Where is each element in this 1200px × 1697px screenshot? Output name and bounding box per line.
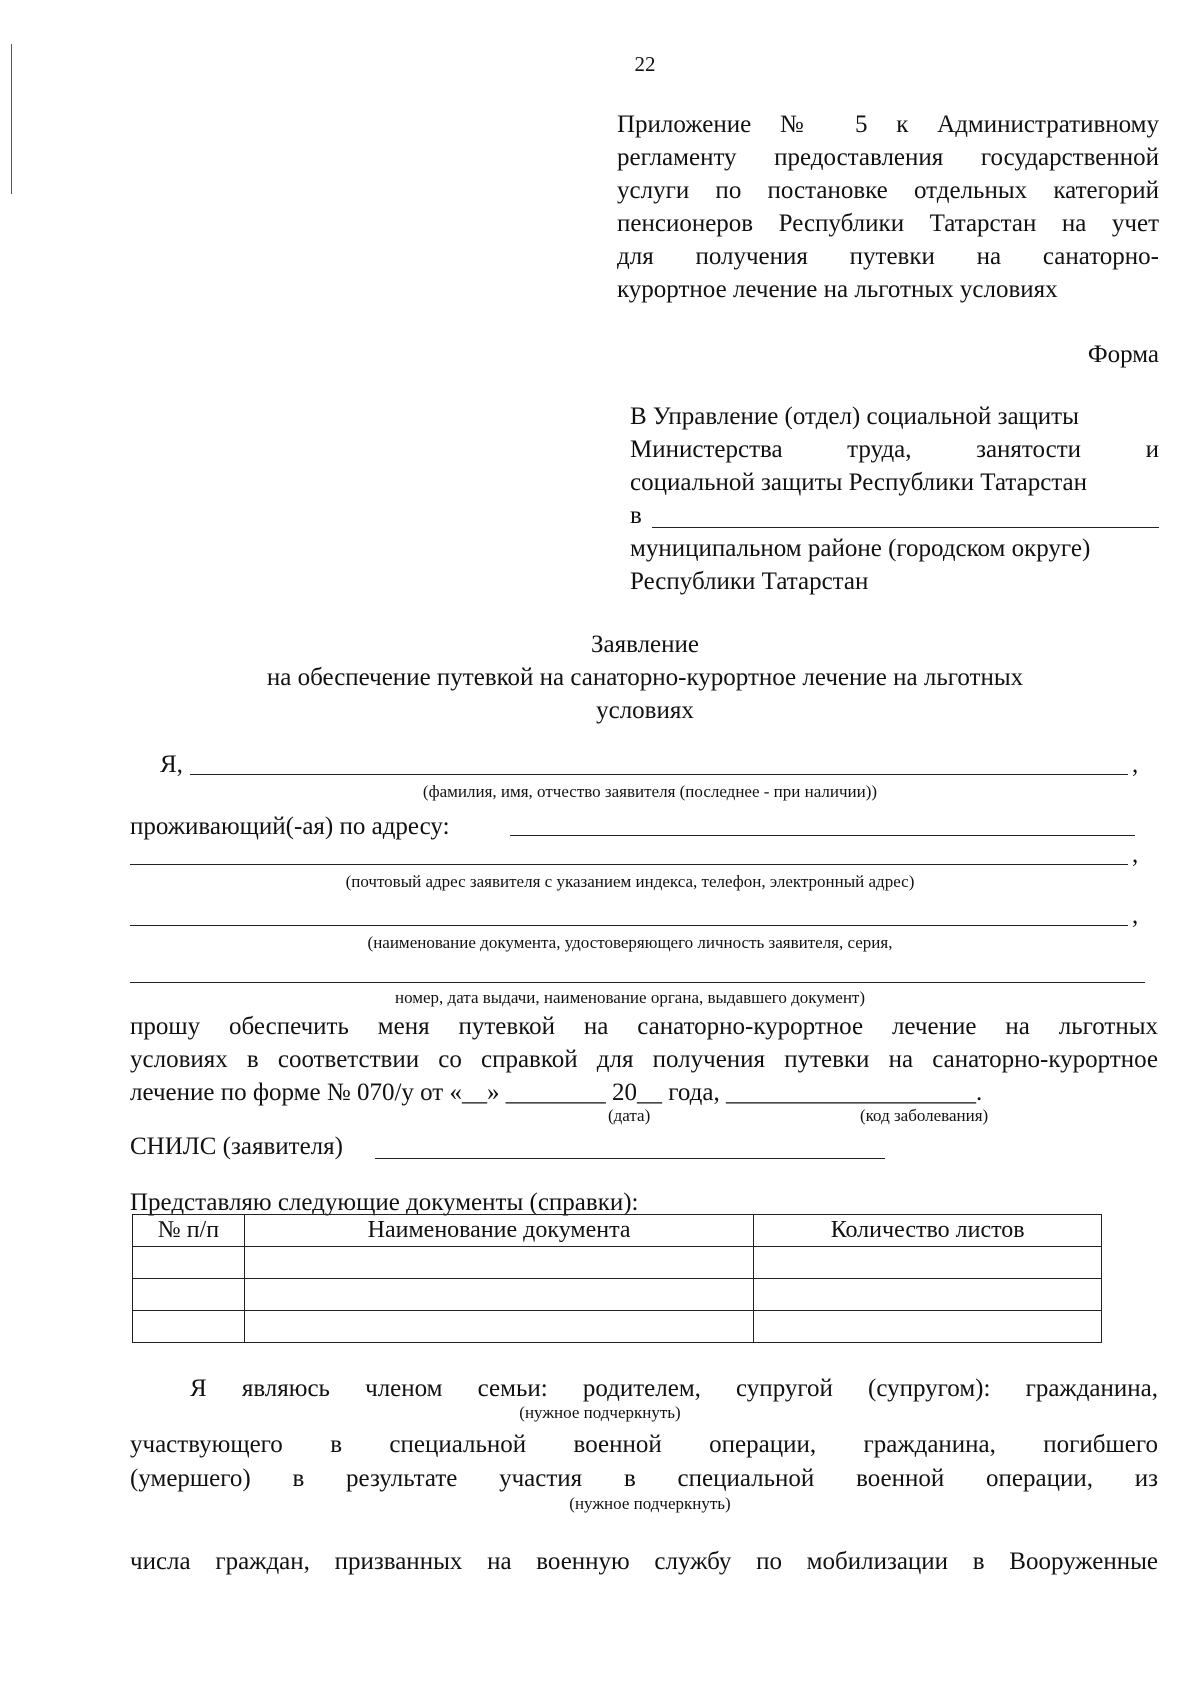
id-document-input-line-1[interactable] [130,925,1128,926]
id-document-input-line-2[interactable] [130,982,1145,983]
request-line: условиях в соответствии со справкой для получения путевки на санаторно-курортное [130,1046,1158,1073]
appendix-line: Приложение № 5 к Административному [617,111,1159,138]
family-hint-2: (нужное подчеркнуть) [569,1494,731,1513]
table-cell[interactable] [133,1247,245,1279]
comma: , [1132,841,1139,868]
address-label: проживающий(-ая) по адресу: [130,813,450,840]
comma: , [1132,751,1139,778]
table-header-cell: Наименование документа [244,1215,753,1247]
id-document-hint-1: (наименование документа, удостоверяющего личность заявителя, серия, [367,933,893,952]
comma: , [1132,902,1139,929]
address-input-line-2[interactable] [130,864,1128,865]
table-row [133,1279,1102,1311]
form-label: Форма [1087,341,1159,368]
table-row [133,1311,1102,1343]
id-document-hint-2: номер, дата выдачи, наименование органа, выдавшего документ) [394,988,866,1007]
family-line-4: числа граждан, призванных на военную службу по мобилизации в Вооруженные [130,1548,1158,1575]
title-line: на обеспечение путевкой на санаторно-курортное лечение на льготных [266,664,1024,691]
document-title [130,628,1160,727]
table-cell[interactable] [754,1311,1102,1343]
table-header-cell: № п/п [133,1215,245,1247]
title-line: условиях [596,697,694,724]
addressee-line: муниципальном районе (городском округе) [630,535,1091,562]
appendix-line: пенсионеров Республики Татарстан на учет [617,210,1159,237]
addressee-line: Министерства труда, занятости и [630,436,1159,463]
i-label: Я, [160,751,183,778]
municipality-input-line[interactable] [652,527,1159,528]
addressee-line: Республики Татарстан [630,568,869,595]
address-input-line-1[interactable] [510,835,1135,836]
table-header-cell: Количество листов [754,1215,1102,1247]
addressee-prefix: в [630,502,642,529]
appendix-block [617,108,1159,306]
fio-hint: (фамилия, имя, отчество заявителя (последнее - при наличии)) [422,782,878,801]
table-cell[interactable] [133,1311,245,1343]
snils-input-line[interactable] [375,1158,885,1159]
table-cell[interactable] [133,1279,245,1311]
request-paragraph [130,1010,1158,1109]
snils-label: СНИЛС (заявителя) [130,1133,343,1160]
page-number: 22 [634,52,656,76]
table-cell[interactable] [244,1247,753,1279]
disease-code-hint: (код заболевания) [860,1106,989,1125]
appendix-line: курортное лечение на льготных условиях [617,276,1058,303]
title-line: Заявление [590,631,700,658]
table-row [133,1247,1102,1279]
family-line-1: Я являюсь членом семьи: родителем, супругой (супругом): гражданина, [190,1375,1158,1402]
request-line: лечение по форме № 070/у от «__» ________ 20__ года, ____________________. [130,1079,983,1106]
table-cell[interactable] [244,1279,753,1311]
table-cell[interactable] [754,1279,1102,1311]
addressee-line: В Управление (отдел) социальной защиты [630,403,1079,430]
table-header-row [133,1215,1102,1247]
table-cell[interactable] [244,1311,753,1343]
addressee-line: социальной защиты Республики Татарстан [630,469,1088,496]
table-cell[interactable] [754,1247,1102,1279]
address-hint: (почтовый адрес заявителя с указанием индекса, телефон, электронный адрес) [345,872,915,891]
appendix-line: услуги по постановке отдельных категорий [617,177,1159,204]
fio-input-line[interactable] [190,774,1128,775]
appendix-line: для получения путевки на санаторно- [617,243,1159,270]
family-line-2: участвующего в специальной военной операции, гражданина, погибшего [130,1431,1158,1458]
request-line: прошу обеспечить меня путевкой на санаторно-курортное лечение на льготных [130,1013,1158,1040]
appendix-line: регламенту предоставления государственной [617,144,1159,171]
addressee-municipality-field [630,499,1159,532]
documents-intro: Представляю следующие документы (справки): [130,1189,639,1216]
family-line-3: (умершего) в результате участия в специальной военной операции, из [130,1465,1158,1492]
addressee-block [630,400,1159,598]
date-hint: (дата) [608,1106,651,1125]
scan-margin-line [11,44,12,194]
family-hint-1: (нужное подчеркнуть) [519,1403,681,1422]
documents-table [132,1214,1102,1343]
